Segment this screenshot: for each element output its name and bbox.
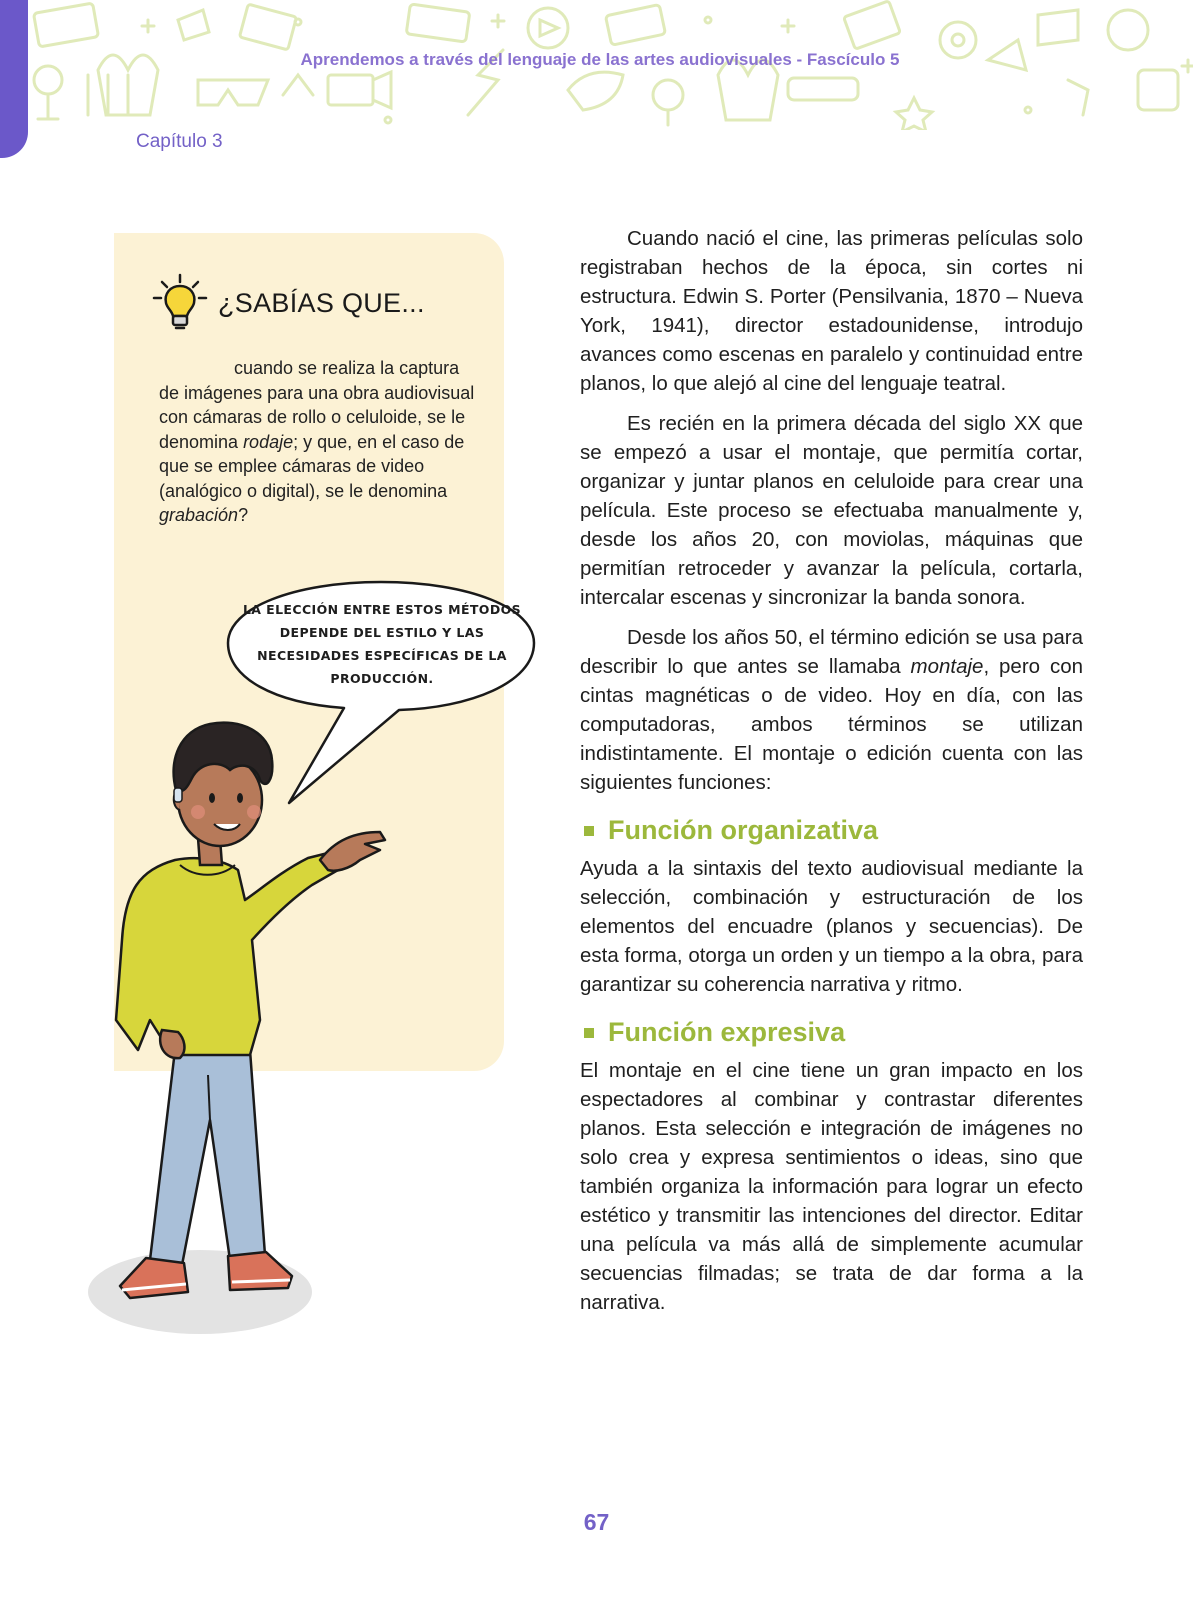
body-paragraph-1: Cuando nació el cine, las primeras películas solo registraban hechos de la época, sin cortes ni estructura. Edwin S. Porter (Pensilvania, 1870 – Nueva York, 1941), director estadounidense, introdujo avances como escenas en paralelo y continuidad entre planos, lo que alejó al cine del lenguaje teatral. <box>580 227 1083 395</box>
page-number: 67 <box>583 1509 610 1535</box>
chapter-side-tab <box>0 0 28 158</box>
did-you-know-text-part2: ; y que, en el caso de que se emplee cámaras de video (analógico o digital), se le denomina <box>159 431 465 501</box>
publication-title: Aprendemos a través del lenguaje de las artes audiovisuales - Fascículo 5 <box>300 50 900 69</box>
did-you-know-title: ¿SABÍAS QUE... <box>218 288 425 318</box>
section-heading-organizativa-label: Función organizativa <box>608 815 879 845</box>
body-paragraph-2: Es recién en la primera década del siglo XX que se empezó a usar el montaje, que permitía cortar, organizar y juntar planos en celuloide para crear una película. Este proceso se efectuaba manualmente y, desde los años 20, con moviolas, máquinas que permitían retroceder y avanzar la película, cortarla, intercalar escenas y sincronizar la banda sonora. <box>580 412 1083 609</box>
body-paragraph-3-part2: , pero con cintas magnéticas o de video. Hoy en día, con las computadoras, ambos términos se utilizan indistintamente. El montaje o edición cuenta con las siguientes funciones: <box>580 655 1083 794</box>
section-heading-expresiva <box>580 1017 1083 1048</box>
section-heading-expresiva-label: Función expresiva <box>608 1017 846 1047</box>
main-text-column <box>580 224 1083 1317</box>
did-you-know-text-part1: cuando se realiza la captura de imágenes para una obra audiovisual con cámaras de rollo o celuloide, se le denomina <box>159 358 475 452</box>
chapter-label: Capítulo 3 <box>136 131 223 152</box>
lightbulb-icon <box>150 272 210 332</box>
term-rodaje: rodaje <box>243 431 294 452</box>
did-you-know-text-end: ? <box>238 505 249 525</box>
body-paragraph-3-part1: Desde los años 50, el término edición se usa para describir lo que antes se llamaba <box>580 626 1083 678</box>
section-organizativa-text: Ayuda a la sintaxis del texto audiovisual mediante la selección, combinación y estructuración de los elementos del encuadre (planos y secuencias). De esta forma, otorga un orden y un tiempo a la obra, para garantizar su coherencia narrativa y ritmo. <box>580 857 1083 996</box>
square-bullet-icon <box>584 826 594 836</box>
square-bullet-icon <box>584 1028 594 1038</box>
term-montaje: montaje <box>910 655 984 678</box>
section-expresiva-text: El montaje en el cine tiene un gran impacto en los espectadores al combinar y contrastar diferentes planos. Esta selección e integración de imágenes no solo crea y expresa sentimientos o ideas, sino que también organiza la información para lograr un efecto estético y transmitir las intenciones del director. Editar una película va más allá de simplemente acumular secuencias filmadas; se trata de dar forma a la narrativa. <box>580 1059 1083 1314</box>
boy-character-illustration <box>80 720 410 1360</box>
did-you-know-text <box>159 356 483 528</box>
term-grabacion: grabación <box>159 505 239 525</box>
speech-bubble-text: LA ELECCIÓN ENTRE ESTOS MÉTODOS DEPENDE DEL ESTILO Y LAS NECESIDADES ESPECÍFICAS DE LA PRODUCCIÓN. <box>242 602 522 686</box>
body-paragraph-3 <box>580 623 1083 797</box>
section-heading-organizativa <box>580 815 1083 846</box>
